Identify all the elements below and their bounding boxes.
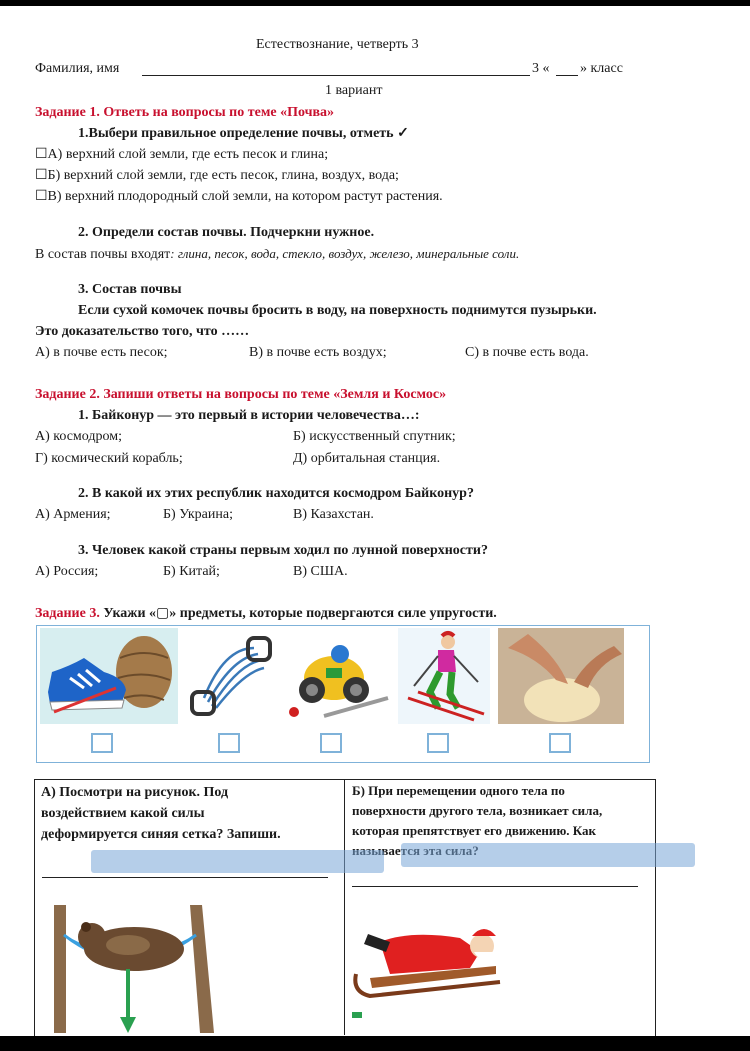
top-edge	[0, 0, 750, 6]
task1-q2-line	[35, 245, 519, 263]
name-field[interactable]	[142, 75, 530, 76]
task1-title: Задание 1. Ответь на вопросы по теме «Почва»	[35, 105, 335, 120]
task3-text: Укажи «▢» предметы, которые подвергаются силе упругости.	[99, 606, 497, 621]
task1-q1-option-c[interactable]: ☐В) верхний плодородный слой земли, на котором растут растения.	[35, 189, 443, 204]
task2-q1-option-d[interactable]: Д) орбитальная станция.	[293, 451, 441, 466]
task-b-answer-field[interactable]	[352, 886, 638, 887]
task3-title	[35, 605, 497, 622]
page-title: Естествознание, четверть 3	[256, 37, 419, 52]
task1-q1: 1.Выбери правильное определение почвы, отметь ✓	[78, 126, 409, 141]
task2-q1-option-a[interactable]: А) космодром;	[35, 429, 122, 444]
task-a-line3: деформируется синяя сетка? Запиши.	[41, 827, 281, 842]
task2-q2: 2. В какой их этих республик находится космодром Байконур?	[78, 486, 474, 501]
task3-label: Задание 3.	[35, 606, 100, 621]
task1-q3-line2: Это доказательство того, что ……	[35, 324, 250, 339]
task1-q3-option-c[interactable]: С) в почве есть вода.	[465, 345, 589, 360]
task-a-answer-field[interactable]	[42, 877, 328, 878]
task-b-line1: Б) При перемещении одного тела по	[352, 783, 565, 798]
variant-label: 1 вариант	[325, 83, 383, 98]
checkbox-skier[interactable]	[427, 733, 449, 753]
task1-q1-option-b[interactable]: ☐Б) верхний слой земли, где есть песок, глина, воздух, вода;	[35, 168, 399, 183]
task2-q2-option-b[interactable]: Б) Украина;	[163, 507, 233, 522]
task-b-line4: называется	[352, 843, 421, 858]
answer-highlight-b[interactable]	[401, 843, 695, 867]
task1-q2: 2. Определи состав почвы. Подчеркни нужное.	[78, 225, 375, 240]
task2-title: Задание 2. Запиши ответы на вопросы по теме «Земля и Космос»	[35, 387, 447, 402]
table-divider	[344, 779, 345, 1035]
answer-highlight-a[interactable]	[91, 850, 384, 873]
checkbox-dough[interactable]	[549, 733, 571, 753]
bottom-edge	[0, 1036, 750, 1051]
task2-q1-option-b[interactable]: Б) искусственный спутник;	[293, 429, 456, 444]
task1-q3-title: 3. Состав почвы	[78, 282, 182, 297]
skier-picture	[398, 628, 490, 724]
task-b-line2: поверхности другого тела, возникает сила,	[352, 803, 603, 818]
task-b-line3: которая препятствует его движению. Как	[352, 823, 597, 838]
task2-q3: 3. Человек какой страны первым ходил по лунной поверхности?	[78, 543, 488, 558]
bear-hammock-picture	[40, 905, 216, 1033]
sneaker-ball-picture	[40, 628, 178, 724]
task2-q1-option-g[interactable]: Г) космический корабль;	[35, 451, 183, 466]
toy-car-picture	[284, 628, 392, 724]
checkbox-expander[interactable]	[218, 733, 240, 753]
task2-q3-option-b[interactable]: Б) Китай;	[163, 564, 220, 579]
checkbox-toy-car[interactable]	[320, 733, 342, 753]
task2-q2-option-c[interactable]: В) Казахстан.	[293, 507, 374, 522]
class-field[interactable]	[556, 75, 578, 76]
task2-q1: 1. Байконур — это первый в истории человечества…:	[78, 408, 420, 423]
task-a-line2: воздействием какой силы	[41, 806, 205, 821]
task1-q1-option-a[interactable]: ☐А) верхний слой земли, где есть песок и глина;	[35, 147, 329, 162]
task1-q3-line1: Если сухой комочек почвы бросить в воду, на поверхность поднимутся пузырьки.	[78, 303, 597, 318]
task1-q3-option-b[interactable]: В) в почве есть воздух;	[249, 345, 387, 360]
task1-q2-items[interactable]: : глина, песок, вода, стекло, воздух, железо, минеральные соли.	[170, 246, 520, 261]
dough-picture	[498, 628, 624, 724]
name-label: Фамилия, имя	[35, 61, 120, 76]
class-suffix: » класс	[580, 61, 623, 76]
task1-q2-lead: В состав почвы входят	[35, 247, 171, 262]
expander-picture	[184, 628, 276, 724]
task2-q3-option-a[interactable]: А) Россия;	[35, 564, 99, 579]
checkbox-sneaker[interactable]	[91, 733, 113, 753]
task2-q3-option-c[interactable]: В) США.	[293, 564, 348, 579]
task-a-line1: А) Посмотри на рисунок. Под	[41, 785, 229, 800]
class-prefix: 3 «	[532, 61, 550, 76]
task1-q3-option-a[interactable]: А) в почве есть песок;	[35, 345, 168, 360]
task2-q2-option-a[interactable]: А) Армения;	[35, 507, 111, 522]
santa-sled-picture	[350, 912, 510, 1022]
